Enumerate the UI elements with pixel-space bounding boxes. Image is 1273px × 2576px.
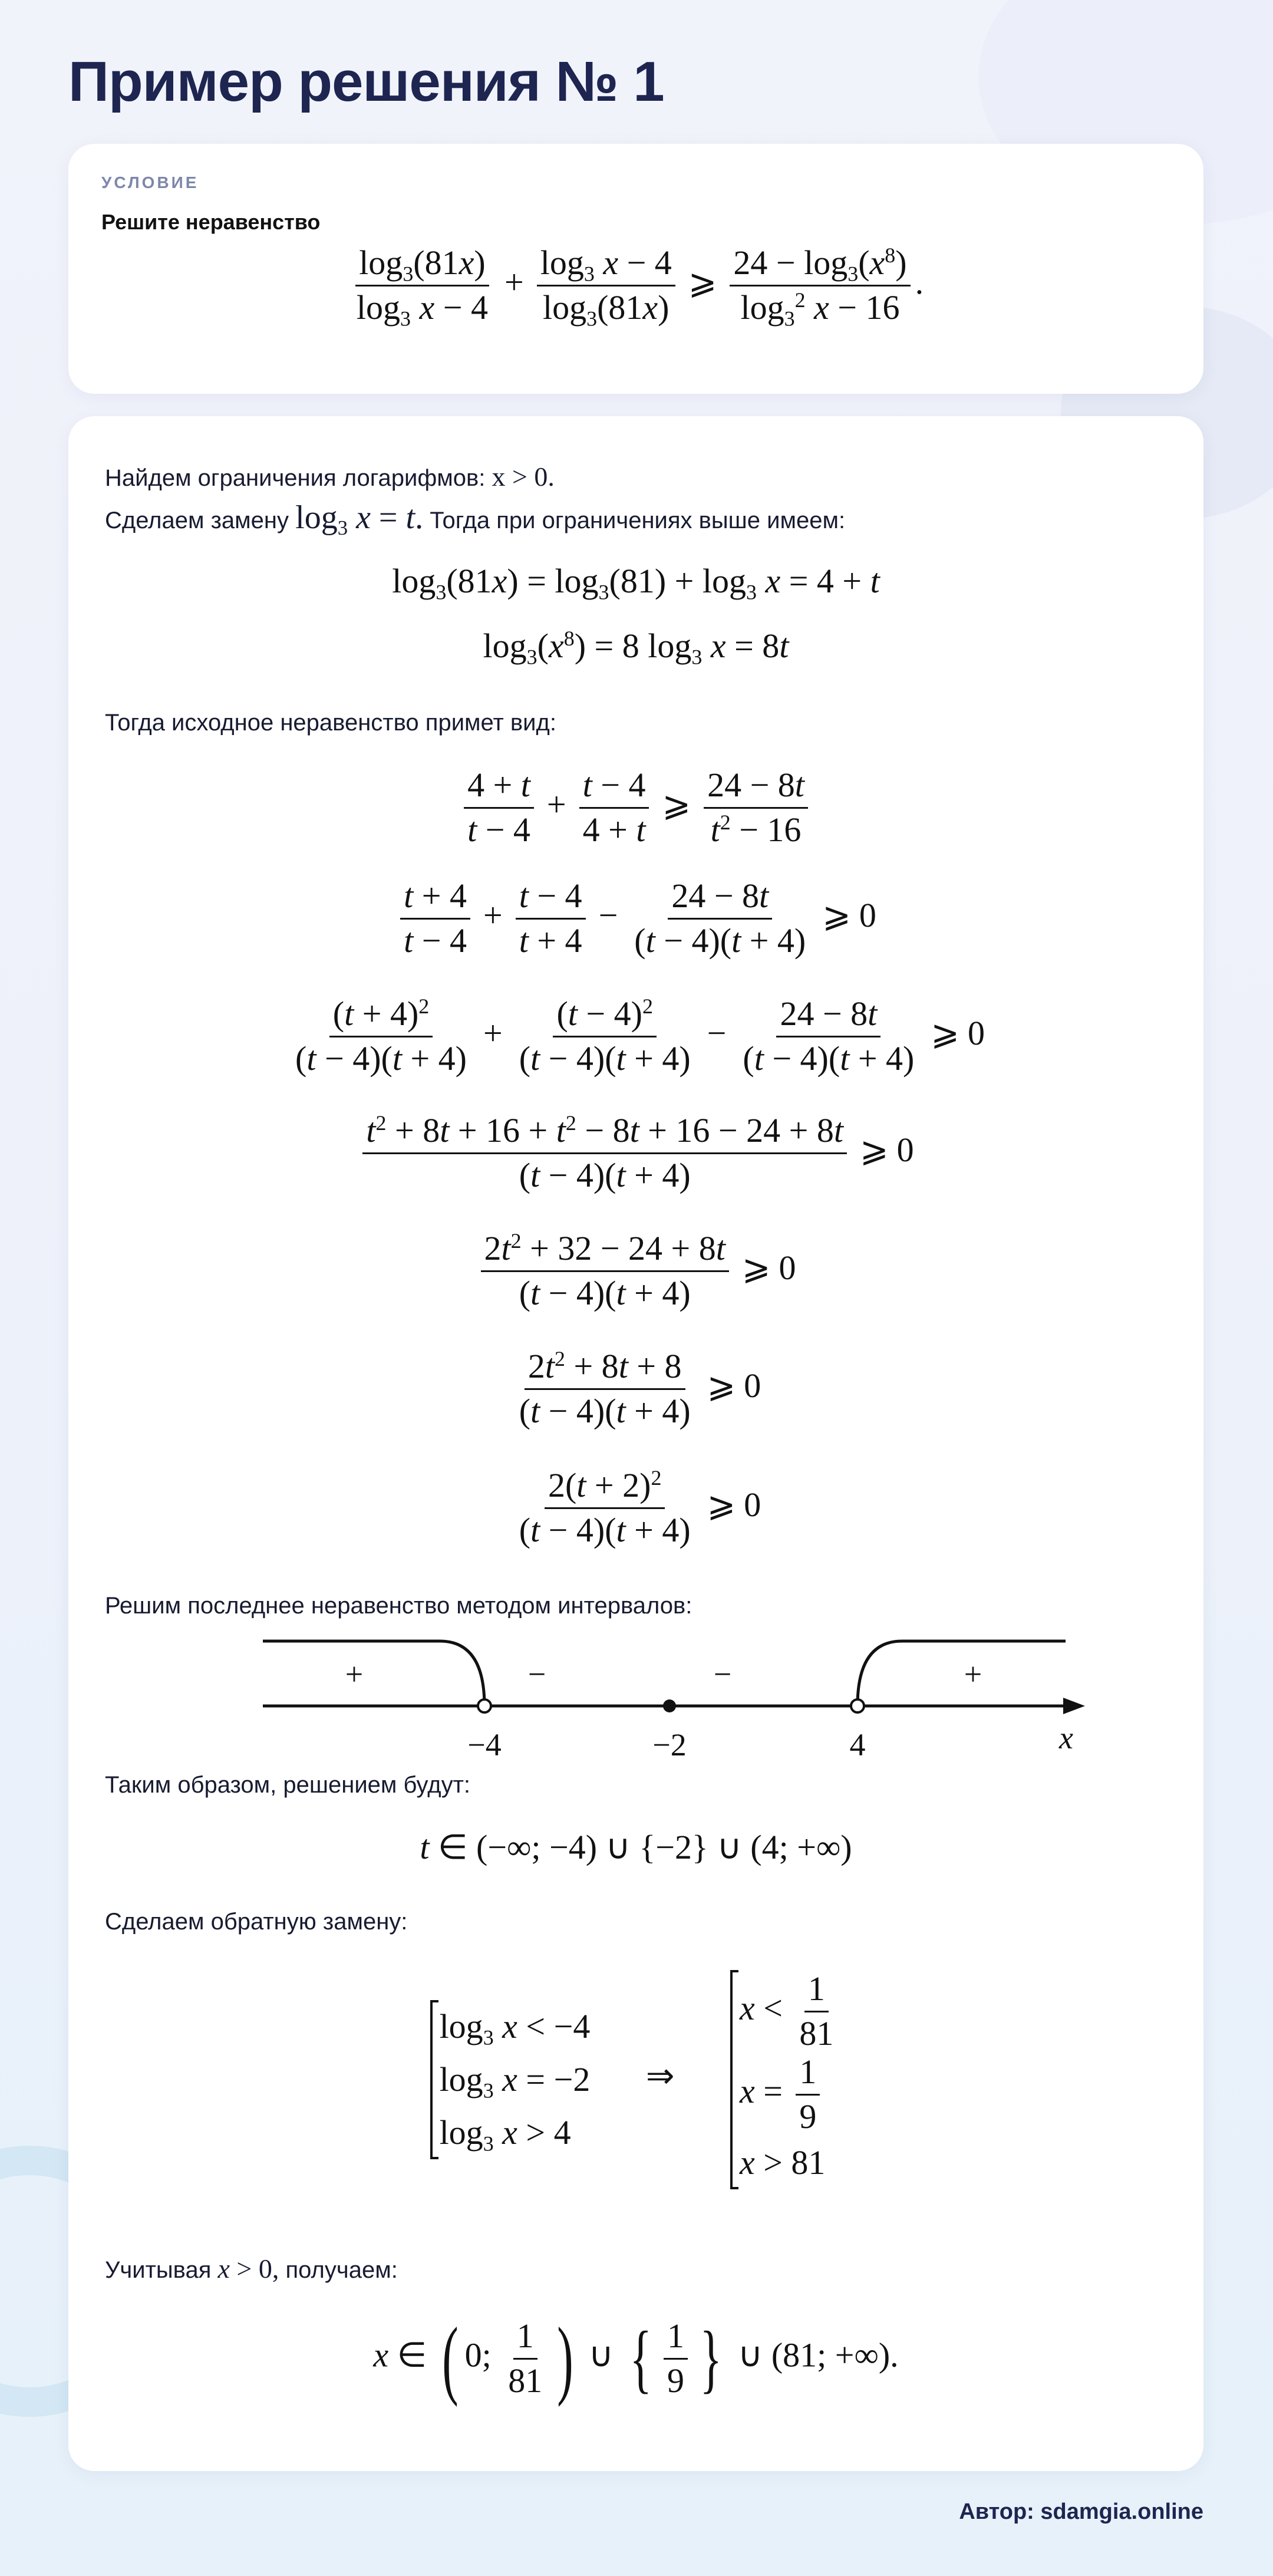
solution-text-4: Решим последнее неравенство методом интервалов:: [105, 1593, 692, 1619]
eq-logx8: $\log_3(x^8) = 8$ $\log_3 x = 8t$: [483, 627, 789, 669]
solution-text-1-math: x > 0.: [492, 462, 555, 492]
point-open-minus-4: [478, 1699, 491, 1712]
condition-inequality: $\frac{\log_3(81x)}{\log_3 x - 4}$ + $\frac{\log_3 x - 4}{\log_3(81x)}$ ⩾ $\frac{24 - \log_3(x^8)}{\log_3^2 x - 16}$ .: [356, 243, 924, 331]
solution-text-1: Найдем ограничения логарифмов: x > 0.: [105, 462, 555, 492]
solution-text-3: Тогда исходное неравенство примет вид:: [105, 710, 556, 736]
label-minus-4: −4: [467, 1727, 502, 1763]
step-7: $\frac{2(t + 2)^2}{(t - 4)(t + 4)}$ ⩾ 0: [519, 1466, 761, 1549]
step-5: $\frac{2t^2 + 32 - 24 + 8t}{(t - 4)(t + 4)}$ ⩾ 0: [68, 1230, 1203, 1313]
step-4: $\frac{t^2 + 8t + 16 + t^2 - 8t + 16 - 24 + 8t}{(t - 4)(t + 4)}$ ⩾ 0: [68, 1112, 1203, 1195]
solution-text-2: Сделаем замену $\log_3 x = t$. Тогда при ограничениях выше имеем:: [105, 499, 846, 540]
sign-3: −: [713, 1656, 732, 1692]
condition-card: [68, 144, 1203, 394]
t-solution-set: t ∈ (−∞; −4) ∪ {−2} ∪ (4; +∞): [420, 1828, 852, 1866]
page-title: Пример решения № 1: [68, 50, 664, 113]
step-2: $\frac{t + 4}{t - 4}$ + $\frac{t - 4}{t + 4}$ − $\frac{24 - 8t}{(t - 4)(t + 4)}$ ⩾ 0: [68, 877, 1203, 960]
label-minus-2: −2: [652, 1727, 687, 1763]
solution-text-6: Сделаем обратную замену:: [105, 1909, 408, 1935]
solution-text-5: Таким образом, решением будут:: [105, 1772, 470, 1798]
author-credit: Автор: sdamgia.online: [959, 2499, 1203, 2524]
sign-2: −: [527, 1656, 546, 1692]
point-open-4: [851, 1699, 864, 1712]
axis-label-x: x: [1059, 1720, 1073, 1755]
final-answer: x ∈ ( 0; $\frac{1}{81}$ ) ∪ { $\frac{1}{9}$ } ∪ (81; +∞).: [373, 2310, 899, 2407]
solution-text-7: Учитывая x > 0, получаем:: [105, 2254, 398, 2284]
axis-arrow: [1063, 1698, 1085, 1714]
step-1: $\frac{4 + t}{t - 4}$ + $\frac{t - 4}{4 + t}$ ⩾ $\frac{24 - 8t}{t^2 - 16}$: [68, 766, 1203, 849]
point-filled-minus-2: [663, 1699, 676, 1712]
right-system: x < $\frac{1}{81}$ x = $\frac{1}{9}$ x > 81: [730, 1970, 842, 2189]
condition-label: УСЛОВИЕ: [101, 173, 199, 192]
eq-log81x: $\log_3(81x) = \log_3(81) + \log_3 x = 4 + t$: [392, 562, 880, 604]
solution-card: [68, 416, 1203, 2471]
left-system: $\log_3 x < -4$ $\log_3 x = -2$ $\log_3 x > 4$: [430, 2000, 591, 2159]
sign-1: +: [345, 1656, 364, 1692]
reverse-substitution: $\log_3 x < -4$ $\log_3 x = -2$ $\log_3 x > 4$ ⇒ x < $\frac{1}{81}$ x = $\frac{1}{9}$ x > 81: [68, 1970, 1203, 2189]
condition-task: Решите неравенство: [101, 210, 321, 234]
sign-4: +: [964, 1656, 982, 1692]
step-6: $\frac{2t^2 + 8t + 8}{(t - 4)(t + 4)}$ ⩾ 0: [519, 1347, 761, 1430]
step-3: $\frac{(t + 4)^2}{(t - 4)(t + 4)}$ + $\frac{(t - 4)^2}{(t - 4)(t + 4)}$ − $\frac{24 - 8t}{(t - 4)(t + 4)}$ ⩾ 0: [295, 994, 985, 1078]
label-4: 4: [849, 1727, 866, 1763]
interval-number-line: [263, 1630, 1088, 1766]
